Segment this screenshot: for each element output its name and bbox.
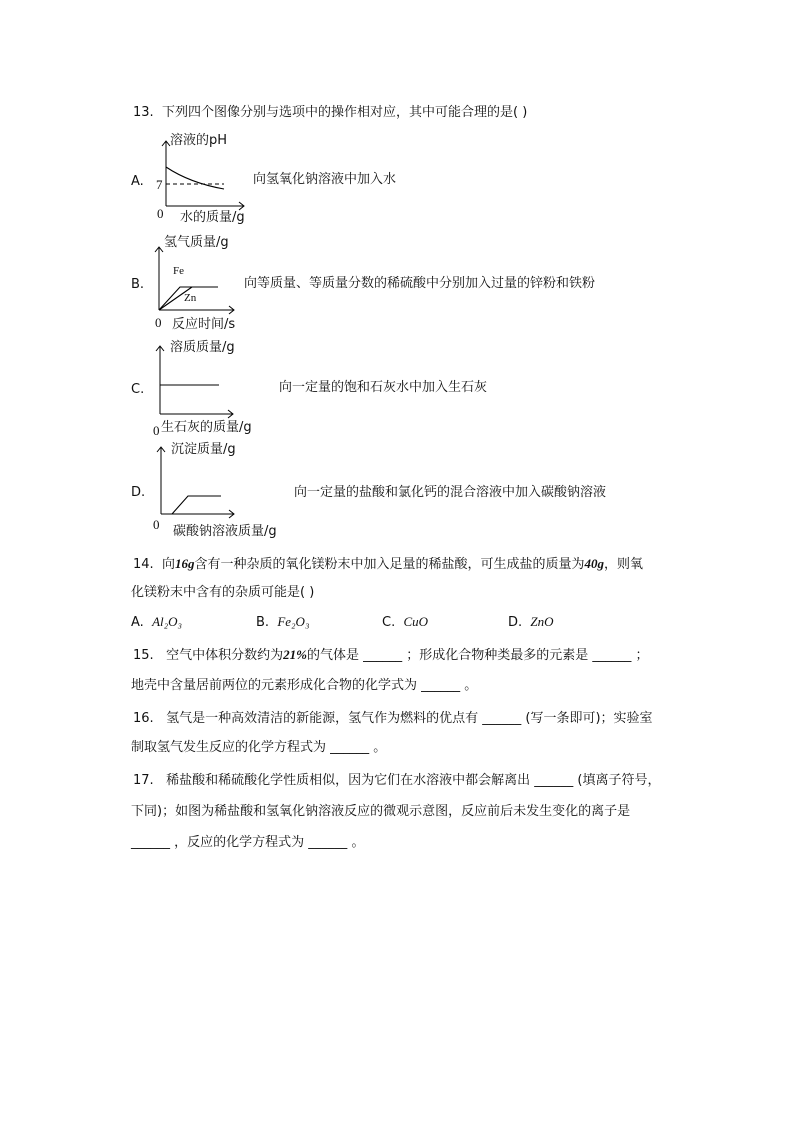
q14-mass1: 16g <box>174 556 195 571</box>
q15-line1 <box>133 648 649 662</box>
q13-c-x-axis-label: 生石灰的质量/g <box>161 420 252 435</box>
q14-text-c: ，则氧 <box>603 557 643 572</box>
q15-period: 。 <box>464 678 478 693</box>
q15-text-line2: 地壳中含量居前两位的元素形成化合物的化学式为 <box>131 678 418 693</box>
q13-number: 13. <box>133 105 154 120</box>
q17-text-b: (填离子符号， <box>577 773 661 788</box>
q16-blank-2[interactable]: ______ <box>330 740 370 755</box>
q13-option-b-letter: B. <box>131 277 145 292</box>
q17-number: 17. <box>133 773 154 788</box>
q17-text-a: 稀盐酸和稀硫酸化学性质相似，因为它们在水溶液中都会解离出 <box>166 773 531 788</box>
q14-option-b <box>256 615 309 629</box>
q14-line1 <box>133 557 643 571</box>
q13-c-y-axis-label: 溶质质量/g <box>170 340 235 355</box>
q17-line2: 下同)；如图为稀盐酸和氢氧化钠溶液反应的微观示意图，反应前后未发生变化的离子是 <box>131 804 631 819</box>
q13-a-description: 向氢氧化钠溶液中加入水 <box>253 172 397 187</box>
q17-blank-3[interactable]: ______ <box>308 835 348 850</box>
q15-blank-1[interactable]: ______ <box>363 648 403 663</box>
q14-number: 14. <box>133 557 154 572</box>
q13-d-y-axis-label: 沉淀质量/g <box>171 442 236 457</box>
q13-b-fe-label: Fe <box>173 265 184 277</box>
q17-period: 。 <box>351 835 365 850</box>
q14-option-d-letter: D. <box>508 615 523 630</box>
q13-b-x-axis-label: 反应时间/s <box>172 317 236 332</box>
q13-d-x-axis <box>161 510 234 518</box>
q13-a-y-axis-label: 溶液的pH <box>170 133 228 148</box>
q13-c-origin: 0 <box>153 423 160 438</box>
q14-option-c <box>382 615 428 629</box>
q15-text-b: 的气体是 <box>306 648 359 663</box>
q14-option-d-formula: ZnO <box>530 614 554 629</box>
q14-option-a <box>131 615 182 629</box>
q16-text-a: 氢气是一种高效清洁的新能源，氢气作为燃料的优点有 <box>166 711 479 726</box>
q14-text-b: 含有一种杂质的氧化镁粉末中加入足量的稀盐酸，可生成盐的质量为 <box>194 557 585 572</box>
q13-a-x-axis-label: 水的质量/g <box>180 210 245 225</box>
q13-a-ph7-label: 7 <box>156 177 163 192</box>
q14-option-b-formula: Fe₂O₃ <box>277 614 310 629</box>
q13-b-description: 向等质量、等质量分数的稀硫酸中分别加入过量的锌粉和铁粉 <box>244 276 596 291</box>
q13-option-c-letter: C. <box>131 382 145 397</box>
q16-text-b: (写一条即可)；实验室 <box>525 711 653 726</box>
q17-blank-1[interactable]: ______ <box>534 773 574 788</box>
q17-blank-2[interactable]: ______ <box>131 835 170 850</box>
q13-c-description: 向一定量的饱和石灰水中加入生石灰 <box>279 380 488 395</box>
q13-stem: 下列四个图像分别与选项中的操作相对应，其中可能合理的是( ) <box>162 105 528 120</box>
q15-blank-3[interactable]: ______ <box>421 678 461 693</box>
q15-text-a: 空气中体积分数约为 <box>166 648 284 663</box>
q14-mass2: 40g <box>584 556 604 571</box>
q15-text-d: ； <box>635 648 649 663</box>
q13-b-zn-label: Zn <box>184 292 197 304</box>
q17-line3 <box>131 836 364 849</box>
q13-a-origin: 0 <box>157 206 164 221</box>
q16-line2 <box>131 741 386 754</box>
q14-option-a-letter: A. <box>131 615 144 630</box>
q14-text-a: 向 <box>161 557 175 572</box>
q13-option-a-letter: A. <box>131 174 144 189</box>
q15-line2 <box>131 679 477 692</box>
q13-d-origin: 0 <box>153 517 160 532</box>
q13-d-x-axis-label: 碳酸钠溶液质量/g <box>173 524 277 539</box>
q14-option-a-formula: Al₂O₃ <box>152 614 183 629</box>
q15-percent: 21% <box>283 647 307 662</box>
q13-d-y-axis <box>157 447 165 514</box>
q16-period: 。 <box>373 740 387 755</box>
q13-b-origin: 0 <box>155 315 162 330</box>
q16-text-line2: 制取氢气发生反应的化学方程式为 <box>131 740 327 755</box>
q14-line2: 化镁粉末中含有的杂质可能是( ) <box>131 585 315 600</box>
q16-blank-1[interactable]: ______ <box>482 711 522 726</box>
q13-b-y-axis-label: 氢气质量/g <box>164 235 229 250</box>
q14-option-d <box>508 615 554 629</box>
q17-line1 <box>133 774 660 787</box>
q15-number: 15. <box>133 648 154 663</box>
q15-text-c: ；形成化合物种类最多的元素是 <box>406 648 589 663</box>
q15-blank-2[interactable]: ______ <box>592 648 632 663</box>
q14-option-c-formula: CuO <box>403 614 429 629</box>
q17-text-line3: ，反应的化学方程式为 <box>174 835 305 850</box>
q13-d-precipitate-line <box>172 496 221 514</box>
q14-option-c-letter: C. <box>382 615 396 630</box>
q13-d-description: 向一定量的盐酸和氯化钙的混合溶液中加入碳酸钠溶液 <box>294 485 607 500</box>
q16-line1 <box>133 712 653 725</box>
q13-option-d-letter: D. <box>131 485 146 500</box>
q16-number: 16. <box>133 711 154 726</box>
q14-option-b-letter: B. <box>256 615 270 630</box>
